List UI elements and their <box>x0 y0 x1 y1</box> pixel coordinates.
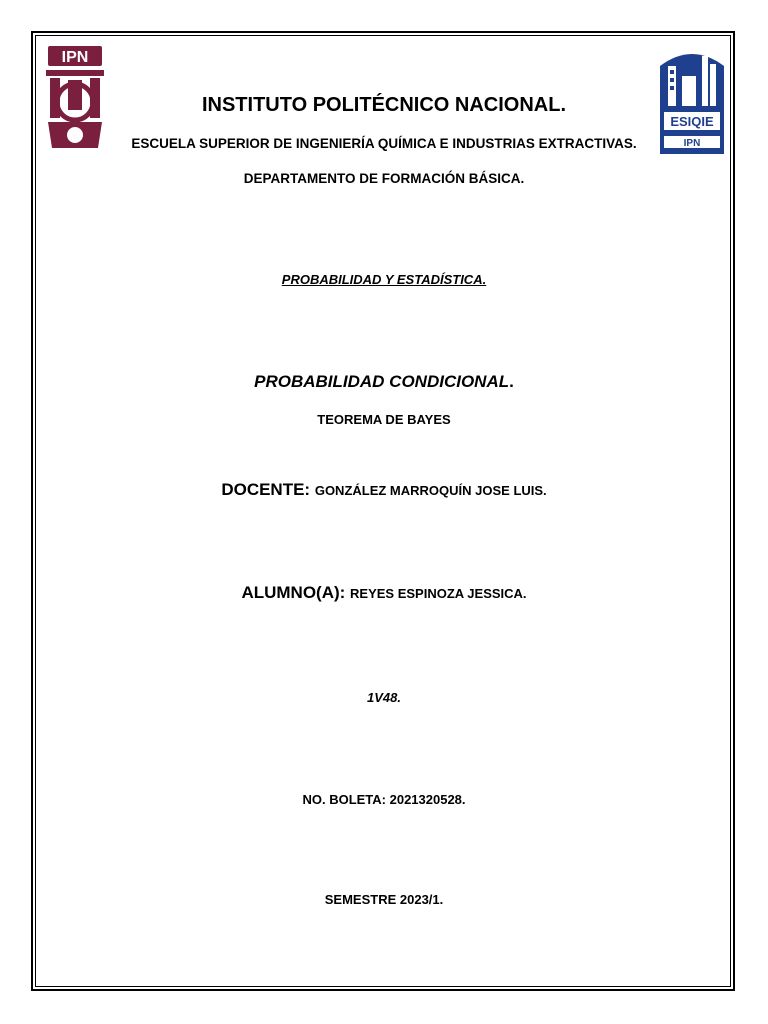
teacher-name: GONZÁLEZ MARROQUÍN JOSE LUIS. <box>314 483 547 498</box>
institution-title: INSTITUTO POLITÉCNICO NACIONAL. <box>201 94 567 116</box>
svg-text:IPN: IPN <box>683 138 701 149</box>
teacher-line <box>0 480 768 500</box>
department-name: DEPARTAMENTO DE FORMACIÓN BÁSICA. <box>243 171 525 186</box>
semester: SEMESTRE 2023/1. <box>324 892 444 907</box>
school-name: ESCUELA SUPERIOR DE INGENIERÍA QUÍMICA E INDUSTRIAS EXTRACTIVAS. <box>131 136 637 151</box>
teacher-label: DOCENTE: <box>221 480 311 499</box>
topic-title-suffix: . <box>509 372 514 391</box>
student-line <box>0 583 768 603</box>
subject-title: PROBABILIDAD Y ESTADÍSTICA. <box>281 272 487 287</box>
group-code: 1V48. <box>367 690 401 705</box>
student-label: ALUMNO(A): <box>241 583 346 602</box>
student-name: REYES ESPINOZA JESSICA. <box>350 586 527 601</box>
svg-text:IPN: IPN <box>61 49 89 66</box>
boleta-number: NO. BOLETA: 2021320528. <box>302 792 466 807</box>
topic-subtitle: TEOREMA DE BAYES <box>317 412 451 427</box>
topic-title-text: PROBABILIDAD CONDICIONAL <box>254 372 510 391</box>
svg-text:ESIQIE: ESIQIE <box>670 114 714 129</box>
topic-title <box>0 372 768 392</box>
